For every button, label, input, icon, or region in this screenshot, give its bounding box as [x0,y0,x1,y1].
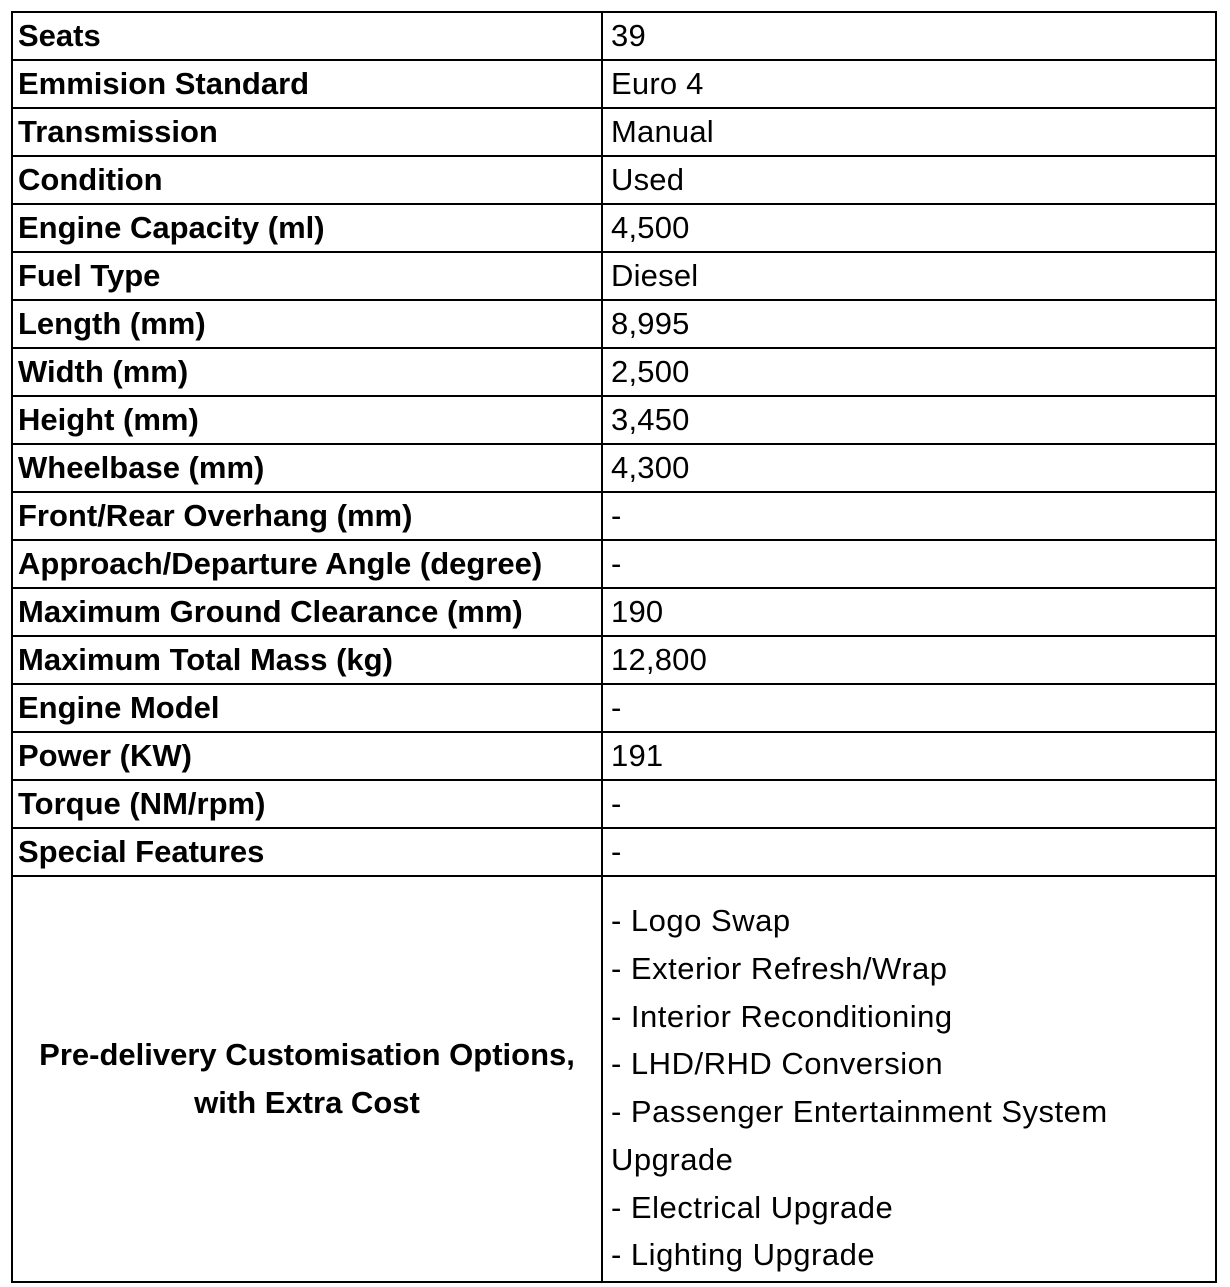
spec-label: Engine Capacity (ml) [12,204,602,252]
customisation-options-list [611,897,1209,1279]
spec-label: Width (mm) [12,348,602,396]
option-item: - Interior Reconditioning [611,998,953,1034]
spec-label: Emmision Standard [12,60,602,108]
spec-row-height [12,396,1216,444]
spec-value: 4,500 [602,204,1216,252]
spec-label: Front/Rear Overhang (mm) [12,492,602,540]
spec-value: Used [602,156,1216,204]
spec-row-transmission [12,108,1216,156]
spec-value: - [602,684,1216,732]
customisation-options-label [12,876,602,1282]
spec-row-special-features [12,828,1216,876]
option-item: - Electrical Upgrade [611,1189,894,1225]
spec-row-seats [12,12,1216,60]
customisation-options-label-line2: with Extra Cost [194,1085,420,1120]
spec-row-power [12,732,1216,780]
spec-label: Engine Model [12,684,602,732]
spec-label: Fuel Type [12,252,602,300]
spec-row-approach-departure-angle [12,540,1216,588]
spec-table-body [12,12,1216,1282]
spec-label: Height (mm) [12,396,602,444]
spec-value: Manual [602,108,1216,156]
spec-value: 2,500 [602,348,1216,396]
spec-label: Wheelbase (mm) [12,444,602,492]
spec-row-overhang [12,492,1216,540]
spec-value: 4,300 [602,444,1216,492]
spec-value: - [602,540,1216,588]
spec-label: Torque (NM/rpm) [12,780,602,828]
spec-row-emission-standard [12,60,1216,108]
spec-row-torque [12,780,1216,828]
spec-value: 190 [602,588,1216,636]
spec-value: 191 [602,732,1216,780]
spec-row-total-mass [12,636,1216,684]
customisation-options-value [602,876,1216,1282]
spec-label: Maximum Total Mass (kg) [12,636,602,684]
spec-label: Condition [12,156,602,204]
customisation-options-label-line1: Pre-delivery Customisation Options, [39,1037,575,1072]
option-item: - Passenger Entertainment System [611,1094,1108,1130]
option-item: - Lighting Upgrade [611,1237,876,1273]
spec-value: - [602,780,1216,828]
spec-value: - [602,492,1216,540]
spec-label: Length (mm) [12,300,602,348]
spec-value: 3,450 [602,396,1216,444]
option-item: - LHD/RHD Conversion [611,1046,944,1082]
spec-label: Power (KW) [12,732,602,780]
spec-row-fuel-type [12,252,1216,300]
spec-row-customisation-options [12,876,1216,1282]
spec-label: Special Features [12,828,602,876]
spec-value: Euro 4 [602,60,1216,108]
spec-row-length [12,300,1216,348]
option-item: - Logo Swap [611,903,791,939]
spec-label: Approach/Departure Angle (degree) [12,540,602,588]
spec-value: - [602,828,1216,876]
spec-row-wheelbase [12,444,1216,492]
spec-value: 39 [602,12,1216,60]
spec-row-engine-model [12,684,1216,732]
spec-label: Seats [12,12,602,60]
spec-row-width [12,348,1216,396]
spec-label: Maximum Ground Clearance (mm) [12,588,602,636]
option-item: Upgrade [611,1141,734,1177]
spec-value: 8,995 [602,300,1216,348]
vehicle-spec-table [11,11,1217,1283]
option-item: - Exterior Refresh/Wrap [611,951,948,987]
spec-row-engine-capacity [12,204,1216,252]
spec-value: 12,800 [602,636,1216,684]
spec-row-ground-clearance [12,588,1216,636]
spec-label: Transmission [12,108,602,156]
spec-row-condition [12,156,1216,204]
spec-value: Diesel [602,252,1216,300]
